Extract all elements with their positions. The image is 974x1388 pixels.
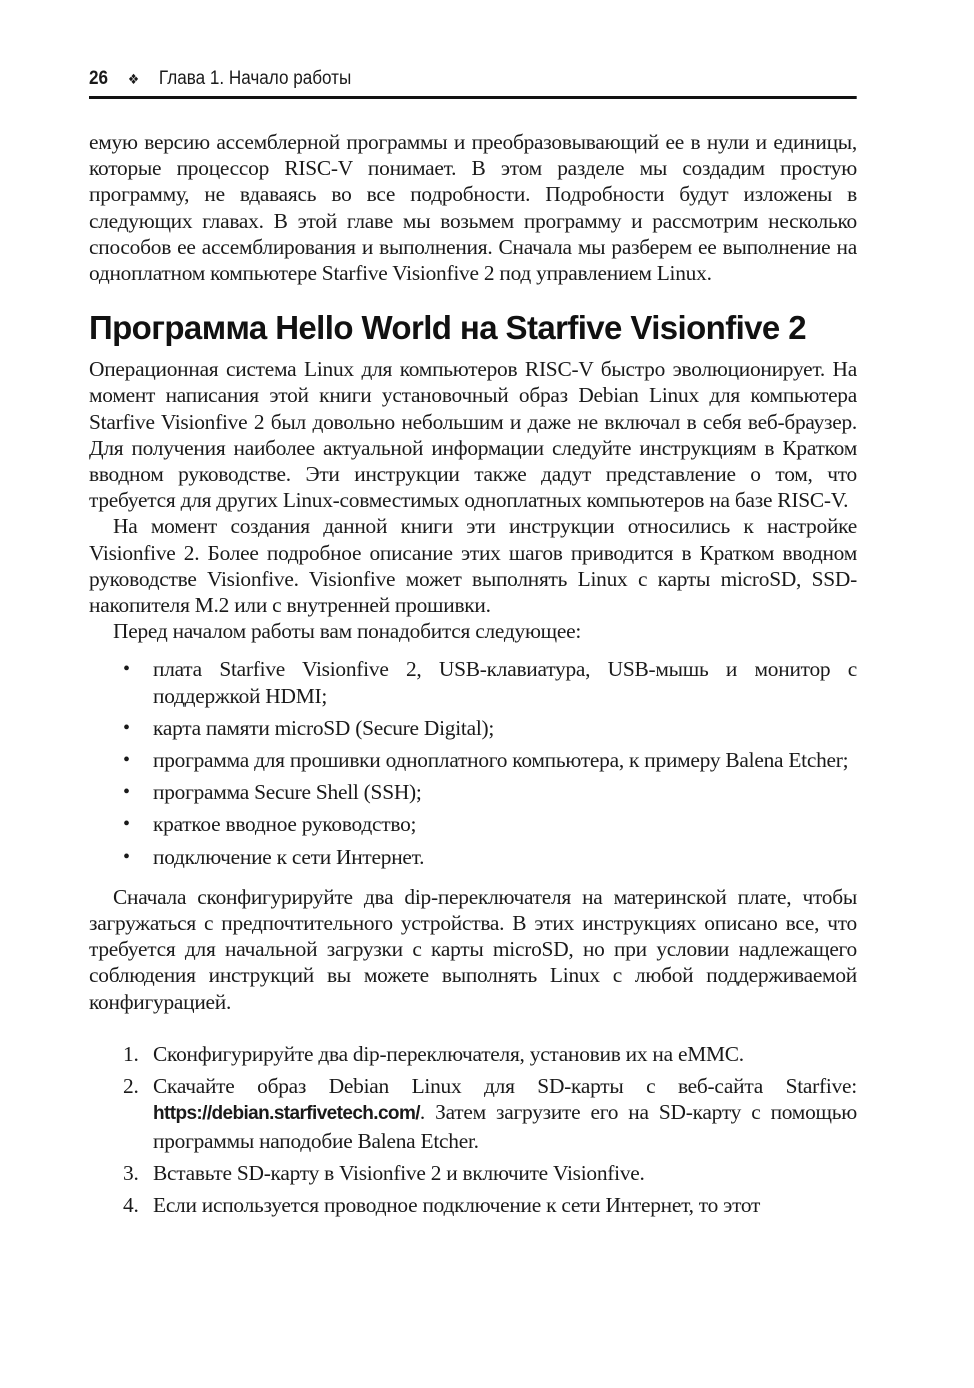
list-item: • плата Starfive Visionfive 2, USB-клавиатура, USB-мышь и монитор с поддержкой HDMI; [123, 657, 857, 708]
section-paragraph-2: На момент создания данной книги эти инструкции относились к настройке Visionfive 2. Более подробное описание этих шагов приводится в Кратком вводном руководстве Visionfive. Visionfive может выполнять Linux с карты microSD, SSD-накопителя M.2 или с внутренней прошивки. [89, 514, 857, 618]
bullet-icon: • [123, 716, 130, 739]
after-list-paragraph: Сначала сконфигурируйте два dip-переключателя на материнской плате, чтобы загружаться с предпочтительного устройства. В этих инструкциях описано все, что требуется для начальной загрузки с карты microSD, но при условии надлежащего соблюдения инструкций вы можете выполнять Linux с любой поддерживаемой конфигурацией. [89, 884, 857, 1014]
step-text: Вставьте SD-карту в Visionfive 2 и включите Visionfive. [153, 1160, 645, 1185]
step-item [89, 1073, 857, 1154]
bullet-icon: • [123, 658, 130, 681]
ornament-icon: ❖ [127, 71, 140, 87]
section-heading: Программа Hello World на Starfive Visionfive 2 [89, 309, 806, 347]
steps-list [89, 1041, 857, 1218]
intro-paragraph: емую версию ассемблерной программы и преобразовывающий ее в нули и единицы, которые процессор RISC-V понимает. В этом разделе мы создадим простую программу, не вдаваясь во все подробности. Подробности будут изложены в следующих главах. В этой главе мы возьмем программу и рассмотрим несколько способов ее ассемблирования и выполнения. Сначала мы разберем ее выполнение на одноплатном компьютере Starfive Visionfive 2 под управлением Linux. [89, 130, 857, 286]
step-text: Если используется проводное подключение к сети Интернет, то этот [153, 1192, 761, 1217]
section-paragraph-3: Перед началом работы вам понадобится следующее: [113, 619, 582, 644]
list-item: • краткое вводное руководство; [123, 812, 417, 837]
requirements-list [89, 656, 857, 869]
running-header [89, 68, 857, 99]
step-text: . Затем загрузите его на SD-карту с помощью программы наподобие Balena Etcher. [153, 1100, 857, 1153]
book-page [89, 68, 857, 1232]
bullet-icon: • [123, 781, 130, 804]
step-item [89, 1192, 857, 1218]
list-item: • карта памяти microSD (Secure Digital); [123, 715, 495, 740]
list-item: • программа для прошивки одноплатного компьютера, к примеру Balena Etcher; [123, 748, 849, 773]
step-number: 2. [123, 1074, 139, 1099]
step-number: 1. [123, 1041, 139, 1066]
list-item: • подключение к сети Интернет. [123, 844, 425, 869]
list-item: • программа Secure Shell (SSH); [123, 780, 422, 805]
step-number: 3. [123, 1160, 139, 1185]
bullet-icon: • [123, 845, 130, 868]
chapter-title: Глава 1. Начало работы [158, 68, 352, 89]
page-body [89, 129, 857, 1218]
step-item [89, 1160, 857, 1186]
download-link[interactable]: https://debian.starfivetech.com/ [153, 1103, 420, 1125]
step-number: 4. [123, 1192, 139, 1217]
step-text: Сконфигурируйте два dip-переключателя, установив их на eMMC. [153, 1041, 744, 1066]
bullet-icon: • [123, 749, 130, 772]
bullet-icon: • [123, 813, 130, 836]
step-text: Скачайте образ Debian Linux для SD-карты с веб-сайта Starfive: [153, 1074, 857, 1099]
step-item [89, 1041, 857, 1067]
page-number: 26 [89, 68, 109, 89]
section-paragraph-1: Операционная система Linux для компьютеров RISC-V быстро эволюционирует. На момент написания этой книги установочный образ Debian Linux для компьютера Starfive Visionfive 2 был довольно небольшим и даже не включал в себя веб-браузер. Для получения наиболее актуальной информации следуйте инструкциям в Кратком вводном руководстве. Эти инструкции также дадут представление о том, что требуется для других Linux-совместимых одноплатных компьютеров на базе RISC-V. [89, 357, 857, 513]
